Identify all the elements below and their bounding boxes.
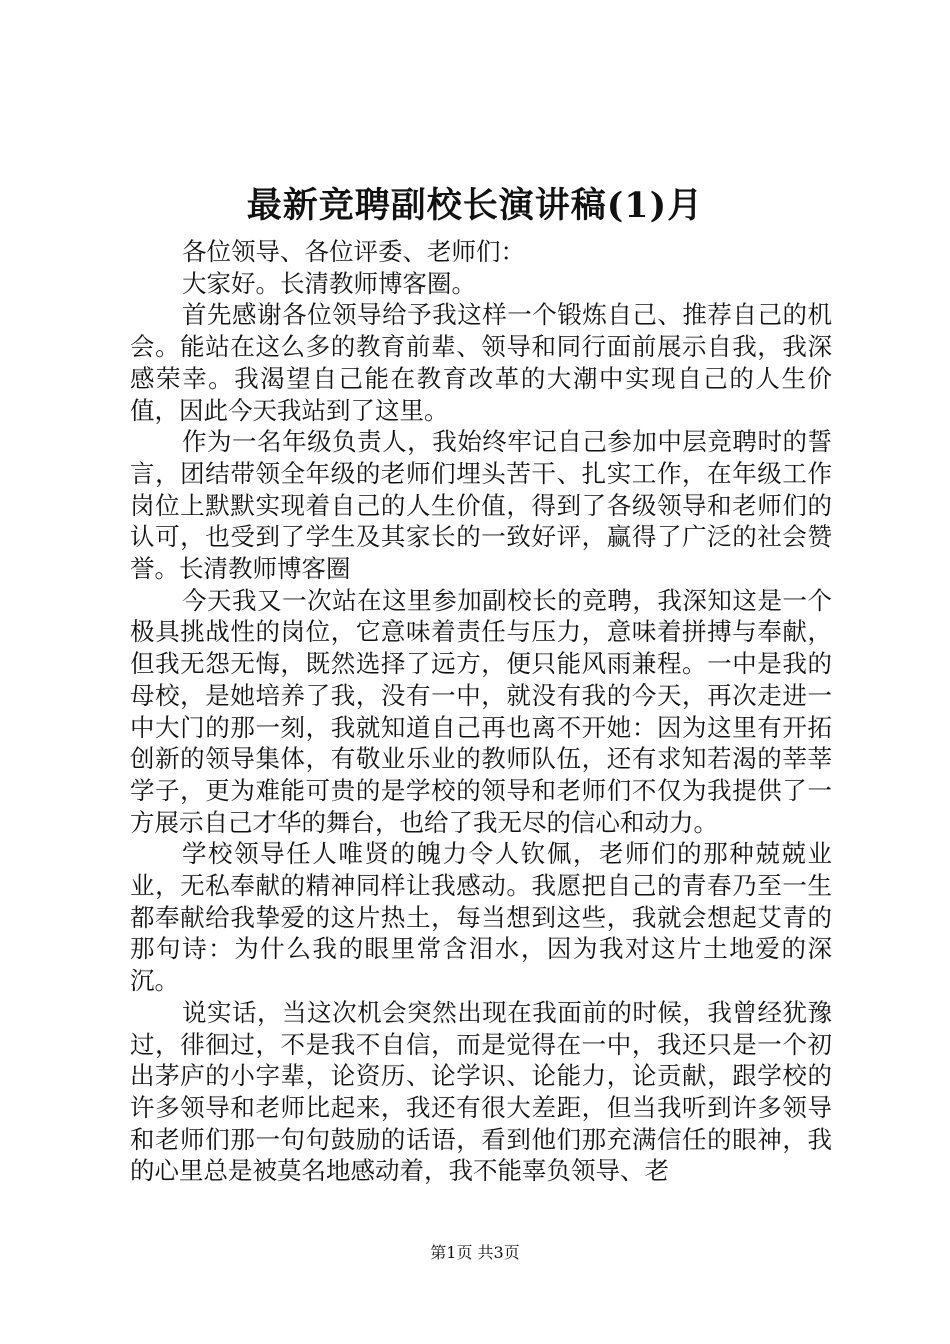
paragraph: 首先感谢各位领导给予我这样一个锻炼自己、推荐自己的机会。能站在这么多的教育前辈、领导和同行面前展示自我，我深感荣幸。我渴望自己能在教育改革的大潮中实现自己的人生价值，因此今天我站到了这里。 [130,300,832,425]
paragraph-greeting: 大家好。长清教师博客圈。 [182,268,476,298]
page-number-footer: 第1页 共3页 [430,1243,520,1262]
paragraph: 作为一名年级负责人，我始终牢记自己参加中层竞聘时的誓言，团结带领全年级的老师们埋头苦干、扎实工作，在年级工作岗位上默默实现着自己的人生价值，得到了各级领导和老师们的认可，也受到了学生及其家长的一致好评，赢得了广泛的社会赞誉。长清教师博客圈 [130,427,832,584]
paragraph-salutation: 各位领导、各位评委、老师们： [182,237,525,266]
paragraph: 今天我又一次站在这里参加副校长的竞聘，我深知这是一个极具挑战性的岗位，它意味着责任与压力，意味着拼搏与奉献，但我无怨无悔，既然选择了远方，便只能风雨兼程。一中是我的母校，是她培养了我，没有一中，就没有我的今天，再次走进一中大门的那一刻，我就知道自己再也离不开她：因为这里有开拓创新的领导集体，有敬业乐业的教师队伍，还有求知若渴的莘莘学子，更为难能可贵的是学校的领导和老师们不仅为我提供了一方展示自己才华的舞台，也给了我无尽的信心和动力。 [130,585,832,837]
paragraph: 学校领导任人唯贤的魄力令人钦佩，老师们的那种兢兢业业，无私奉献的精神同样让我感动。我愿把自己的青春乃至一生都奉献给我挚爱的这片热土，每当想到这些，我就会想起艾青的那句诗：为什么我的眼里常含泪水，因为我对这片土地爱的深沉。 [130,839,832,996]
document-body [130,236,832,1187]
paragraph: 说实话，当这次机会突然出现在我面前的时候，我曾经犹豫过，徘徊过，不是我不自信，而是觉得在一中，我还只是一个初出茅庐的小字辈，论资历、论学识、论能力，论贡献，跟学校的许多领导和老师比起来，我还有很大差距，但当我听到许多领导和老师们那一句句鼓励的话语，看到他们那充满信任的眼神，我的心里总是被莫名地感动着，我不能辜负领导、老 [130,997,832,1186]
document-title: 最新竞聘副校长演讲稿(1)月 [246,185,704,226]
